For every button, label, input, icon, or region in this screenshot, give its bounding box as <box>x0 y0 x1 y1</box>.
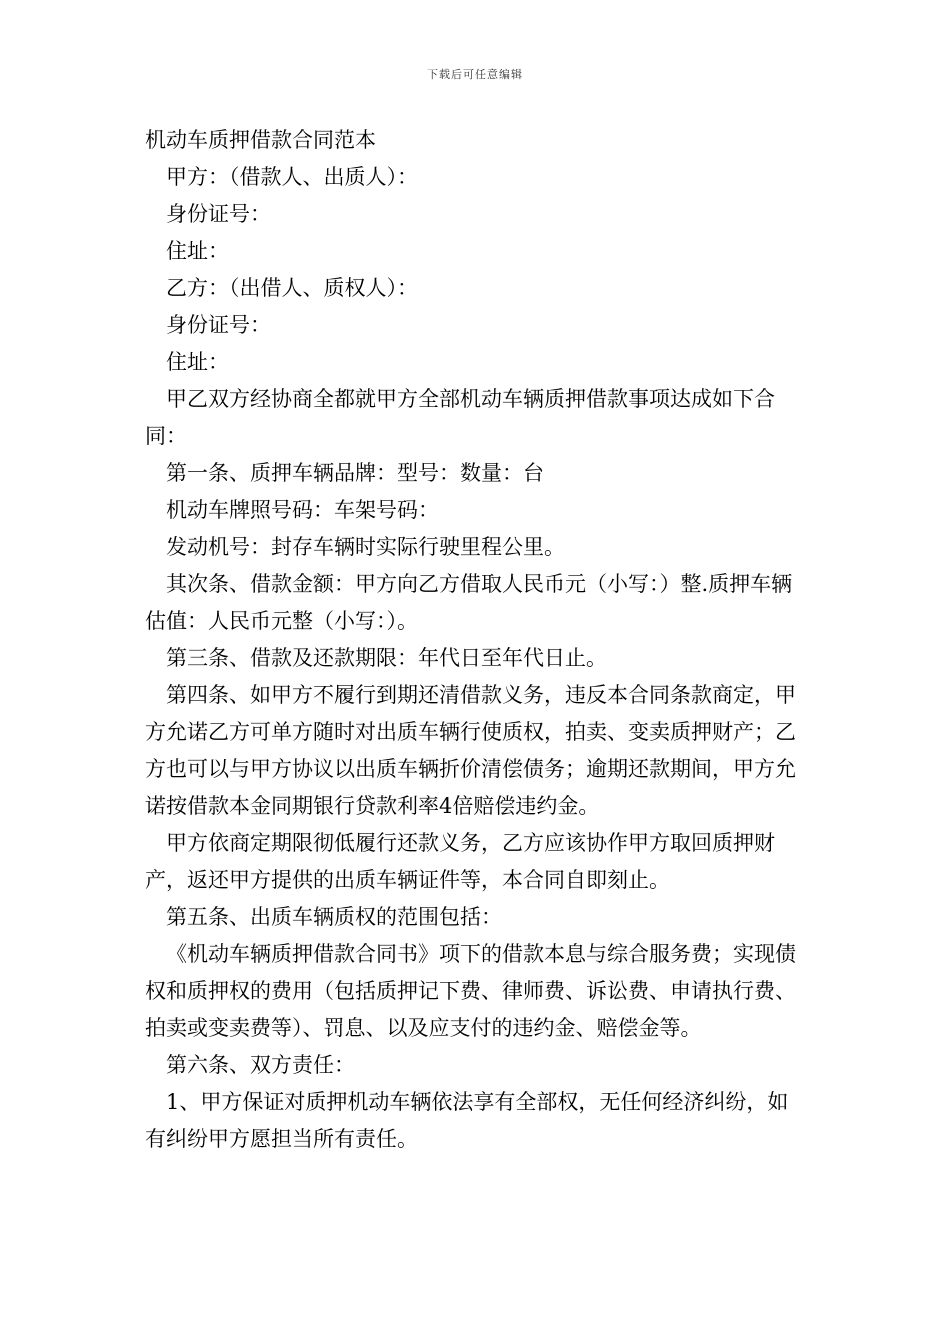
document-title: 机动车质押借款合同范本 <box>145 128 376 152</box>
paragraph-responsibility-1: 1、甲方保证对质押机动车辆依法享有全部权，无任何经济纠纷，如有纠纷甲方愿担当所有责任。 <box>145 1090 789 1151</box>
paragraph-article-6: 第六条、双方责任： <box>166 1053 355 1077</box>
document-body <box>145 122 807 1158</box>
paragraph-party-a-id: 身份证号： <box>166 202 271 226</box>
paragraph-article-1: 第一条、质押车辆品牌：型号：数量：台 <box>166 461 544 485</box>
paragraph-party-b: 乙方：（出借人、质权人）： <box>166 276 418 300</box>
paragraph-party-b-id: 身份证号： <box>166 313 271 337</box>
paragraph-scope: 《机动车辆质押借款合同书》项下的借款本息与综合服务费；实现债权和质押权的费用（包括质押记下费、律师费、诉讼费、申请执行费、拍卖或变卖费等）、罚息、以及应支付的违约金、赔偿金等。 <box>145 942 796 1040</box>
paragraph-article-2: 其次条、借款金额：甲方向乙方借取人民币元（小写：）整.质押车辆估值：人民币元整（小写：）。 <box>145 572 793 633</box>
paragraph-article-4: 第四条、如甲方不履行到期还清借款义务，违反本合同条款商定，甲方允诺乙方可单方随时对出质车辆行使质权，拍卖、变卖质押财产；乙方也可以与甲方协议以出质车辆折价清偿债务；逾期还款期间，甲方允诺按借款本金同期银行贷款利率4倍赔偿违约金。 <box>145 683 796 818</box>
paragraph-repayment: 甲方依商定期限彻低履行还款义务，乙方应该协作甲方取回质押财产，返还甲方提供的出质车辆证件等，本合同自即刻止。 <box>145 831 775 892</box>
header-note: 下载后可任意编辑 <box>427 68 523 81</box>
paragraph-party-b-address: 住址： <box>166 350 229 374</box>
paragraph-party-a-address: 住址： <box>166 239 229 263</box>
paragraph-agreement: 甲乙双方经协商全都就甲方全部机动车辆质押借款事项达成如下合同： <box>145 387 775 448</box>
paragraph-engine-number: 发动机号：封存车辆时实际行驶里程公里。 <box>166 535 565 559</box>
paragraph-party-a: 甲方：（借款人、出质人）： <box>166 165 418 189</box>
paragraph-article-5: 第五条、出质车辆质权的范围包括： <box>166 905 502 929</box>
paragraph-article-3: 第三条、借款及还款期限：年代日至年代日止。 <box>166 646 607 670</box>
paragraph-plate-number: 机动车牌照号码：车架号码： <box>166 498 439 522</box>
